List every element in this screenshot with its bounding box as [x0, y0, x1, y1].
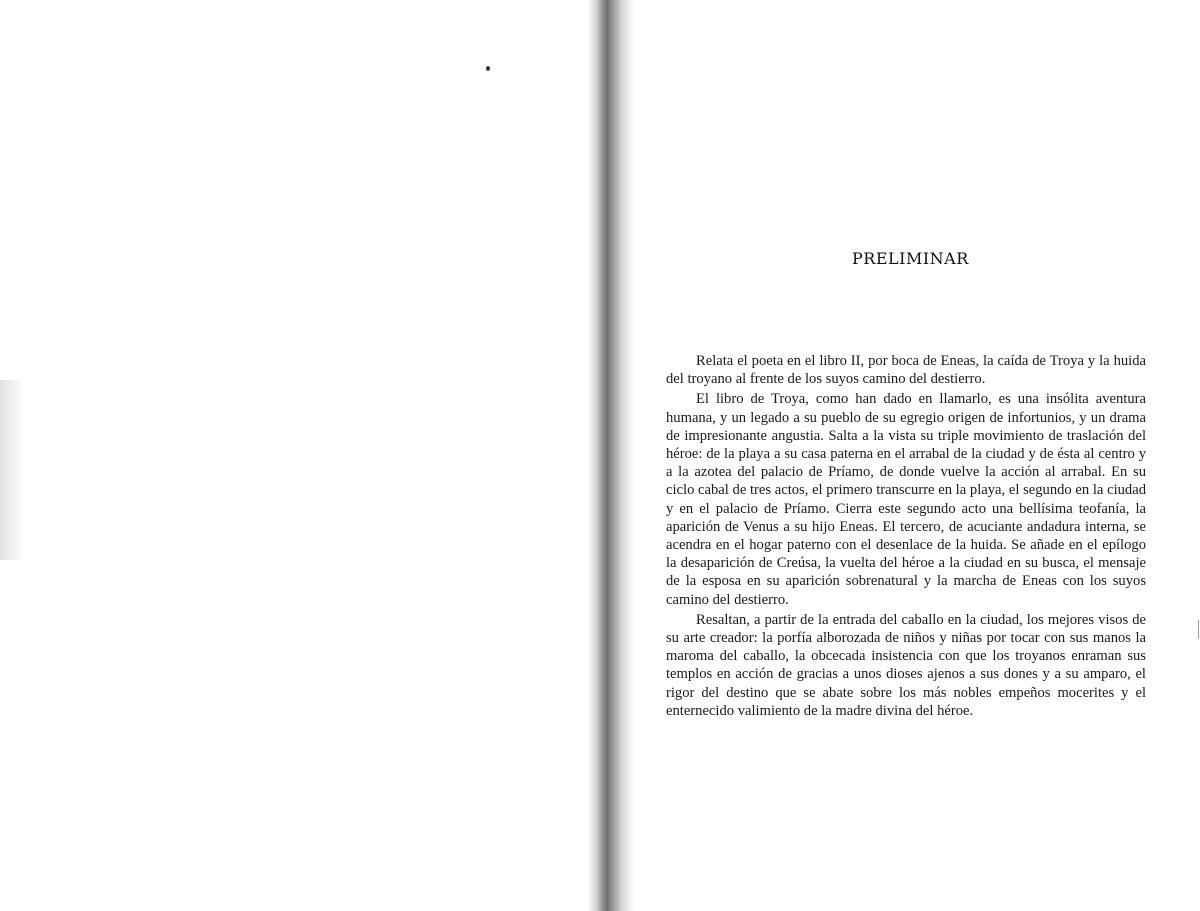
margin-mark: [1198, 620, 1199, 638]
right-page: [636, 0, 1200, 911]
paragraph-3: Resaltan, a partir de la entrada del caballo en la ciudad, los mejores visos de su arte creador: la porfía alborozada de niños y niñas por tocar con sus manos la maroma del caballo, la obcecada insistencia con que los troyanos enraman sus templos en acción de gracias a unos dioses ajenos a sus dones y a su amparo, el rigor del destino que se abate sobre los más nobles empeños mocerites y el enternecido valimiento de la madre divina del héroe.: [666, 611, 1146, 719]
book-gutter-shadow: [588, 0, 636, 911]
ink-speck: [486, 66, 490, 71]
chapter-title: PRELIMINAR: [852, 249, 969, 268]
page-edge-shadow: [0, 380, 30, 560]
body-text: [666, 352, 1146, 722]
left-page-blank: [0, 0, 598, 911]
paragraph-2: El libro de Troya, como han dado en llamarlo, es una insólita aventura humana, y un legado a su pueblo de su egregio origen de infortunios, y un drama de impresionante angustia. Salta a la vista su triple movimiento de traslación del héroe: de la playa a su casa paterna en el arrabal de la ciudad y de ésta al centro y a la azotea del palacio de Príamo, de donde vuelve la acción al arrabal. En su ciclo cabal de tres actos, el primero transcurre en la playa, el segundo en la ciudad y en el palacio de Príamo. Cierra este segundo acto una bellísima teofanía, la aparición de Venus a su hijo Eneas. El tercero, de acuciante andadura interna, se acendra en el hogar paterno con el desenlace de la huida. Se añade en el epílogo la desaparición de Creúsa, la vuelta del héroe a la ciudad en su busca, el mensaje de la esposa en su aparición sobrenatural y la marcha de Eneas con los suyos camino del destierro.: [666, 391, 1146, 608]
paragraph-1: Relata el poeta en el libro II, por boca de Eneas, la caída de Troya y la huida del troyano al frente de los suyos camino del destierro.: [666, 353, 1146, 388]
